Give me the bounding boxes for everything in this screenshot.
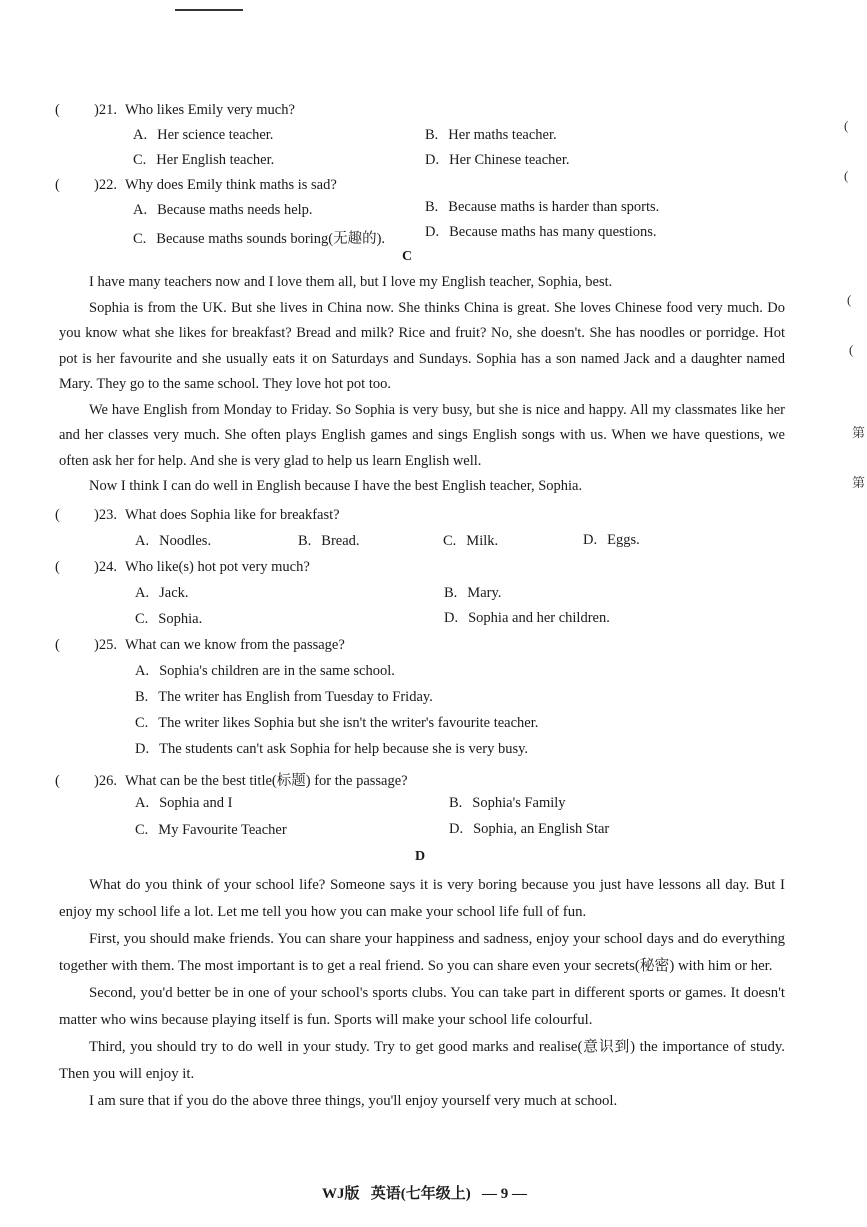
answer-bracket-close: ) xyxy=(94,102,99,118)
option-d: D. Because maths has many questions. xyxy=(425,224,657,240)
question-text: What can be the best title(标题) for the passage? xyxy=(124,773,408,789)
answer-bracket-open: ( xyxy=(55,507,60,523)
edge-mark: 第 xyxy=(852,425,866,440)
option-c: C. My Favourite Teacher xyxy=(135,822,287,838)
question-number: 25. xyxy=(98,637,117,653)
option-a: A. Her science teacher. xyxy=(133,127,274,143)
section-c-label: C xyxy=(402,249,413,264)
question-number: 21. xyxy=(98,102,117,118)
edge-mark: ( xyxy=(844,118,849,133)
option-b: B. Mary. xyxy=(444,585,502,601)
footer-edition: WJ版 xyxy=(322,1186,360,1202)
passage-paragraph: Third, you should try to do well in your study. Try to get good marks and realise(意识到) the importance of study. Then you will enjoy it. xyxy=(59,1039,785,1082)
option-a: A. Sophia's children are in the same school. xyxy=(135,663,395,679)
option-a: A. Because maths needs help. xyxy=(133,202,313,218)
passage-paragraph: Sophia is from the UK. But she lives in China now. She thinks China is great. She loves Chinese food very much. Do you know what she likes for breakfast? Bread and milk? Rice and fruit? No, she doesn't. She has noodles or porridge. Hot pot is her favourite and she usually eats it on Saturdays and Sundays. Sophia has a son named Jack and a daughter named Mary. They go to the same school. They love hot pot too. xyxy=(59,299,785,392)
option-c: C. Sophia. xyxy=(135,611,203,627)
question-number: 24. xyxy=(98,559,117,575)
edge-mark: ( xyxy=(849,342,854,357)
top-rule xyxy=(175,9,243,11)
option-a: A. Jack. xyxy=(135,585,189,601)
passage-paragraph: First, you should make friends. You can share your happiness and sadness, enjoy your school days and do everything together with them. The most important is to get a real friend. So you can share even your secrets(秘密) with him or her. xyxy=(59,931,785,974)
answer-bracket-open: ( xyxy=(55,177,60,193)
option-a: A. Noodles. xyxy=(135,533,212,549)
passage-c xyxy=(59,270,785,500)
passage-paragraph: What do you think of your school life? Someone says it is very boring because you just have lessons all day. But I enjoy my school life a lot. Let me tell you how you can make your school life full of fun. xyxy=(59,877,785,920)
section-d-label: D xyxy=(415,849,426,864)
answer-bracket-open: ( xyxy=(55,637,60,653)
answer-bracket-open: ( xyxy=(55,773,60,789)
page-footer xyxy=(322,1182,527,1203)
passage-d xyxy=(59,872,785,1115)
answer-bracket-open: ( xyxy=(55,559,60,575)
option-b: B. Because maths is harder than sports. xyxy=(425,199,660,215)
question-number: 22. xyxy=(98,177,117,193)
option-b: B. The writer has English from Tuesday to Friday. xyxy=(135,689,433,705)
option-c: C. Her English teacher. xyxy=(133,152,275,168)
option-d: D. Her Chinese teacher. xyxy=(425,152,570,168)
option-c: C. Because maths sounds boring(无趣的). xyxy=(133,231,386,247)
question-24 xyxy=(55,559,310,576)
option-d: D. Sophia and her children. xyxy=(444,610,610,626)
option-d: D. The students can't ask Sophia for help because she is very busy. xyxy=(135,741,529,757)
edge-mark: ( xyxy=(844,168,849,183)
answer-bracket-open: ( xyxy=(55,102,60,118)
question-21 xyxy=(55,102,295,119)
answer-bracket-close: ) xyxy=(94,637,99,653)
question-text: What does Sophia like for breakfast? xyxy=(124,507,340,523)
option-c: C. Milk. xyxy=(443,533,499,549)
answer-bracket-close: ) xyxy=(94,507,99,523)
question-text: Why does Emily think maths is sad? xyxy=(124,177,337,193)
option-b: B. Sophia's Family xyxy=(449,795,566,811)
passage-paragraph: Now I think I can do well in English because I have the best English teacher, Sophia. xyxy=(89,478,583,494)
option-b: B. Bread. xyxy=(298,533,360,549)
answer-bracket-close: ) xyxy=(94,559,99,575)
passage-paragraph: We have English from Monday to Friday. So Sophia is very busy, but she is nice and happy. All my classmates like her and her classes very much. She often plays English games and sings English songs with us. When we have questions, we often ask her for help. And she is very glad to help us learn English well. xyxy=(59,401,785,469)
option-d: D. Sophia, an English Star xyxy=(449,821,610,837)
question-25 xyxy=(55,637,345,654)
question-text: Who likes Emily very much? xyxy=(124,102,295,118)
footer-subject: 英语(七年级上) xyxy=(370,1186,471,1202)
option-b: B. Her maths teacher. xyxy=(425,127,557,143)
answer-bracket-close: ) xyxy=(94,177,99,193)
footer-page-number: — 9 — xyxy=(482,1186,528,1202)
question-number: 23. xyxy=(98,507,117,523)
question-26 xyxy=(55,769,408,790)
passage-paragraph: Second, you'd better be in one of your school's sports clubs. You can take part in different sports or games. It doesn't matter who wins because playing itself is fun. Sports will make your school life colourful. xyxy=(59,985,785,1028)
question-text: Who like(s) hot pot very much? xyxy=(124,559,310,575)
passage-paragraph: I have many teachers now and I love them all, but I love my English teacher, Sophia, best. xyxy=(89,274,613,290)
edge-mark: 第 xyxy=(852,475,866,490)
edge-mark: ( xyxy=(847,292,852,307)
option-c: C. The writer likes Sophia but she isn't the writer's favourite teacher. xyxy=(135,715,539,731)
question-22 xyxy=(55,177,337,194)
option-d: D. Eggs. xyxy=(583,532,640,548)
question-text: What can we know from the passage? xyxy=(124,637,345,653)
answer-bracket-close: ) xyxy=(94,773,99,789)
question-number: 26. xyxy=(98,773,117,789)
option-a: A. Sophia and I xyxy=(135,795,233,811)
question-23 xyxy=(55,507,340,524)
passage-paragraph: I am sure that if you do the above three things, you'll enjoy yourself very much at school. xyxy=(89,1093,618,1109)
